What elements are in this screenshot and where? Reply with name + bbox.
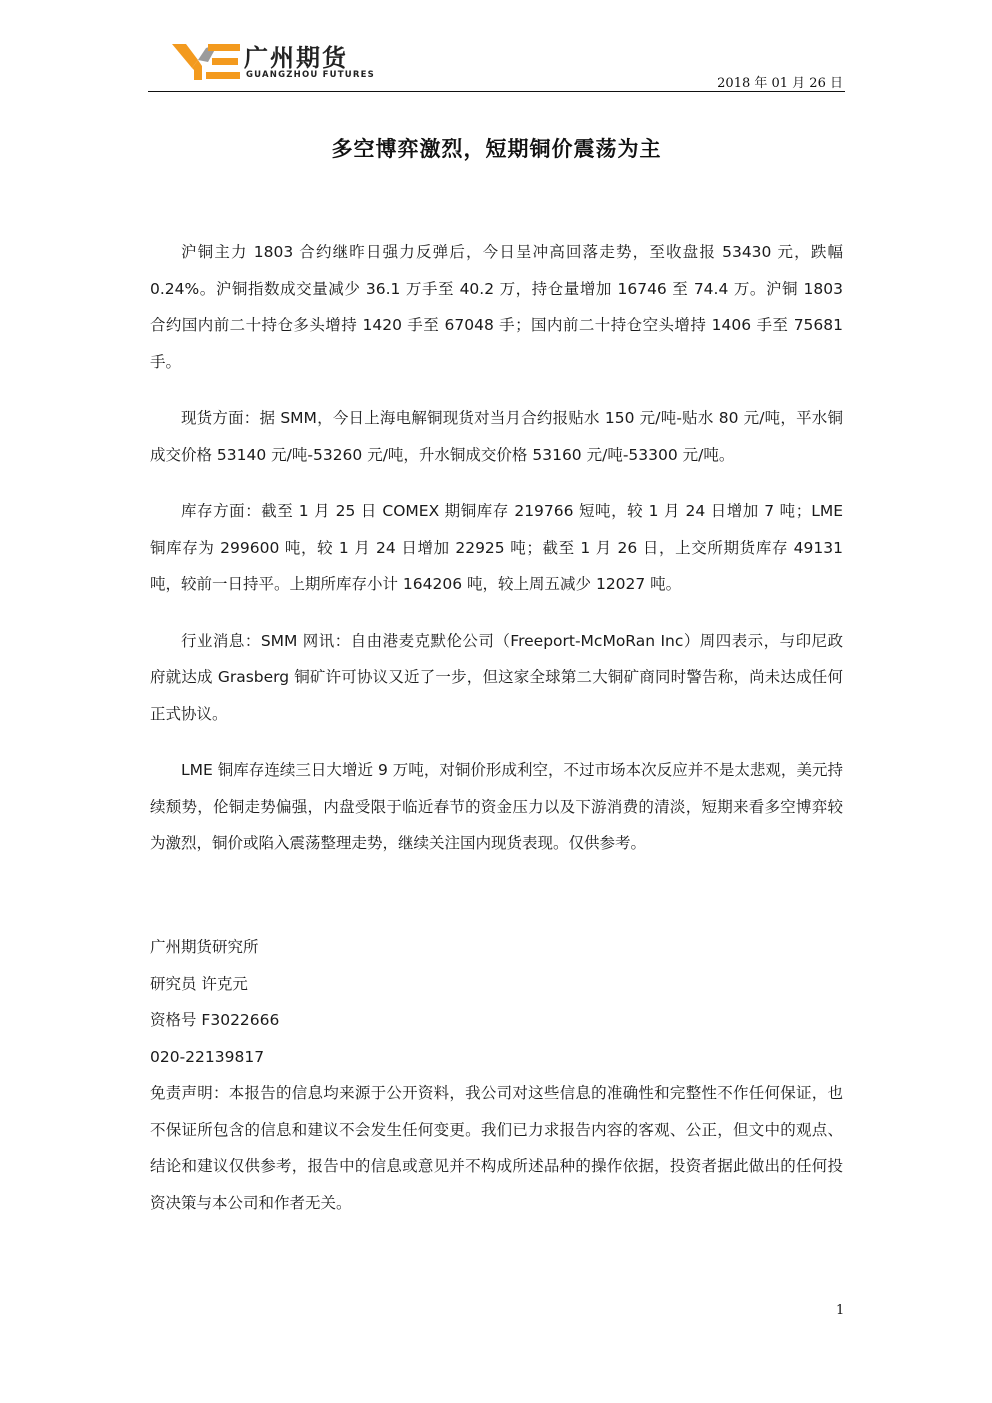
page-number: 1: [836, 1303, 845, 1318]
brand-name-en: GUANGZHOU FUTURES: [246, 70, 375, 80]
paragraph-spot: 现货方面：据 SMM，今日上海电解铜现货对当月合约报贴水 150 元/吨-贴水 80 元/吨，平水铜成交价格 53140 元/吨-53260 元/吨，升水铜成交价格 53160 元/吨-53300 元/吨。: [150, 409, 843, 464]
brand-name-cn: 广州期货: [244, 44, 348, 72]
phone-number: 020-22139817: [150, 1047, 265, 1066]
paragraph-market: 沪铜主力 1803 合约继昨日强力反弹后，今日呈冲高回落走势，至收盘报 53430 元，跌幅 0.24%。沪铜指数成交量减少 36.1 万手至 40.2 万，持仓量增加 16746 至 74.4 万。沪铜 1803 合约国内前二十持仓多头增持 1420 手至 67048 手；国内前二十持仓空头增持 1406 手至 75681 手。: [150, 243, 843, 371]
report-date: 2018 年 01 月 26 日: [717, 76, 843, 91]
researcher-name: 研究员 许克元: [150, 974, 248, 993]
report-title: 多空博弈激烈，短期铜价震荡为主: [331, 137, 662, 161]
paragraph-inventory: 库存方面：截至 1 月 25 日 COMEX 期铜库存 219766 短吨，较 1 月 24 日增加 7 吨；LME 铜库存为 299600 吨，较 1 月 24 日增加 22925 吨；截至 1 月 26 日，上交所期货库存 49131 吨，较前一日持平。上期所库存小计 164206 吨，较上周五减少 12027 吨。: [150, 502, 843, 593]
header-divider: [148, 91, 845, 92]
disclaimer: 免责声明：本报告的信息均来源于公开资料，我公司对这些信息的准确性和完整性不作任何保证，也不保证所包含的信息和建议不会发生任何变更。我们已力求报告内容的客观、公正，但文中的观点、结论和建议仅供参考，报告中的信息或意见并不构成所述品种的操作依据，投资者据此做出的任何投资决策与本公司和作者无关。: [150, 1084, 843, 1212]
page-header: [148, 28, 845, 94]
report-body: [150, 234, 843, 882]
institute-name: 广州期货研究所: [150, 938, 259, 956]
signature-block: [150, 929, 843, 1221]
guangzhou-futures-logo: [172, 40, 242, 84]
paragraph-outlook: LME 铜库存连续三日大增近 9 万吨，对铜价形成利空，不过市场本次反应并不是太悲观，美元持续颓势，伦铜走势偏强，内盘受限于临近春节的资金压力以及下游消费的清淡，短期来看多空博弈较为激烈，铜价或陷入震荡整理走势，继续关注国内现货表现。仅供参考。: [150, 761, 843, 852]
paragraph-industry-news: 行业消息：SMM 网讯：自由港麦克默伦公司（Freeport-McMoRan Inc）周四表示，与印尼政府就达成 Grasberg 铜矿许可协议又近了一步，但这家全球第二大铜矿商同时警告称，尚未达成任何正式协议。: [150, 631, 843, 723]
license-number: 资格号 F3022666: [150, 1011, 280, 1029]
